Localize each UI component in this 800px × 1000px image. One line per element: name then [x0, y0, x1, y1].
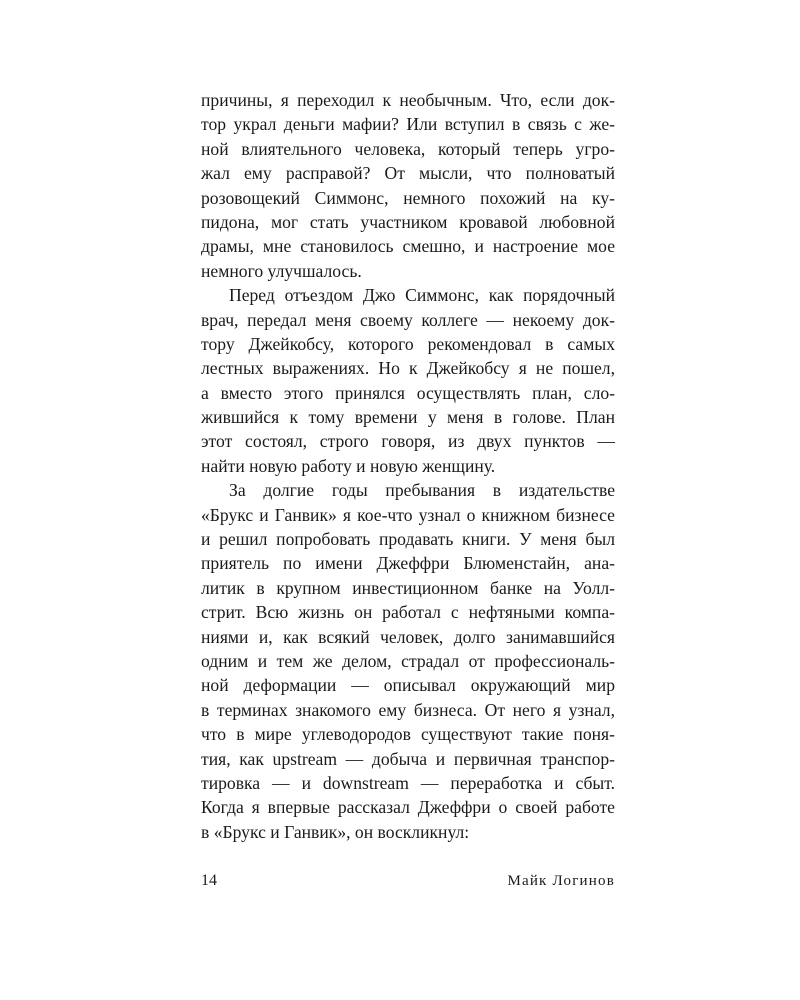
page-number: 14: [201, 872, 217, 889]
text-line: За долгие годы пребывания в издательстве: [229, 480, 615, 501]
text-line: лестных выражениях. Но к Джейкобсу я не пошел,: [201, 358, 615, 379]
text-line: приятель по имени Джеффри Блюменстайн, ана-: [201, 553, 615, 574]
text-line: врач, передал меня своему коллеге — некоему док-: [201, 309, 615, 330]
page-body: [201, 88, 615, 844]
text-line: и решил попробовать продавать книги. У меня был: [201, 529, 615, 550]
text-line: а вместо этого принялся осуществлять план, сло-: [201, 382, 615, 403]
text-line: этот состоял, строго говоря, из двух пунктов —: [201, 431, 615, 452]
text-line: «Брукс и Ганвик» я кое-что узнал о книжном бизнесе: [201, 504, 615, 525]
text-line: найти новую работу и новую женщину.: [201, 455, 496, 476]
text-line: ниями и, как всякий человек, долго занимавшийся: [201, 626, 615, 647]
text-line: пидона, мог стать участником кровавой любовной: [201, 211, 615, 232]
page-footer: [201, 868, 615, 894]
text-line: тор украл деньги мафии? Или вступил в связь с же-: [201, 114, 615, 135]
paragraph: [201, 478, 615, 844]
text-line: в терминах знакомого ему бизнеса. От него я узнал,: [201, 699, 615, 720]
text-line: драмы, мне становилось смешно, и настроение мое: [201, 236, 615, 257]
text-line: тировка — и downstream — переработка и сбыт.: [201, 772, 615, 793]
text-line: тору Джейкобсу, которого рекомендовал в самых: [201, 333, 615, 354]
paragraph: [201, 88, 615, 283]
text-line: розовощекий Симмонс, немного похожий на ку-: [201, 187, 615, 208]
text-line: стрит. Всю жизнь он работал с нефтяными компа-: [201, 602, 615, 623]
text-line: ной деформации — описывал окружающий мир: [201, 675, 615, 696]
text-line: ной влиятельного человека, который теперь угро-: [201, 138, 615, 159]
text-line: жал ему расправой? От мысли, что полноватый: [201, 163, 615, 184]
text-line: причины, я переходил к необычным. Что, если док-: [201, 90, 615, 110]
paragraph: [201, 283, 615, 478]
text-line: жившийся к тому времени у меня в голове. План: [201, 407, 615, 428]
text-line: Когда я впервые рассказал Джеффри о своей работе: [201, 797, 615, 818]
text-line: что в мире углеводородов существуют такие поня-: [201, 724, 615, 745]
text-line: Перед отъездом Джо Симмонс, как порядочный: [229, 285, 615, 306]
text-line: тия, как upstream — добыча и первичная транспор-: [201, 748, 615, 769]
text-line: одним и тем же делом, страдал от профессиональ-: [201, 650, 615, 671]
text-line: в «Брукс и Ганвик», он воскликнул:: [201, 821, 470, 842]
running-footer-author: Майк Логинов: [507, 873, 615, 889]
text-line: литик в крупном инвестиционном банке на Уолл-: [201, 577, 615, 598]
text-line: немного улучшалось.: [201, 260, 362, 281]
